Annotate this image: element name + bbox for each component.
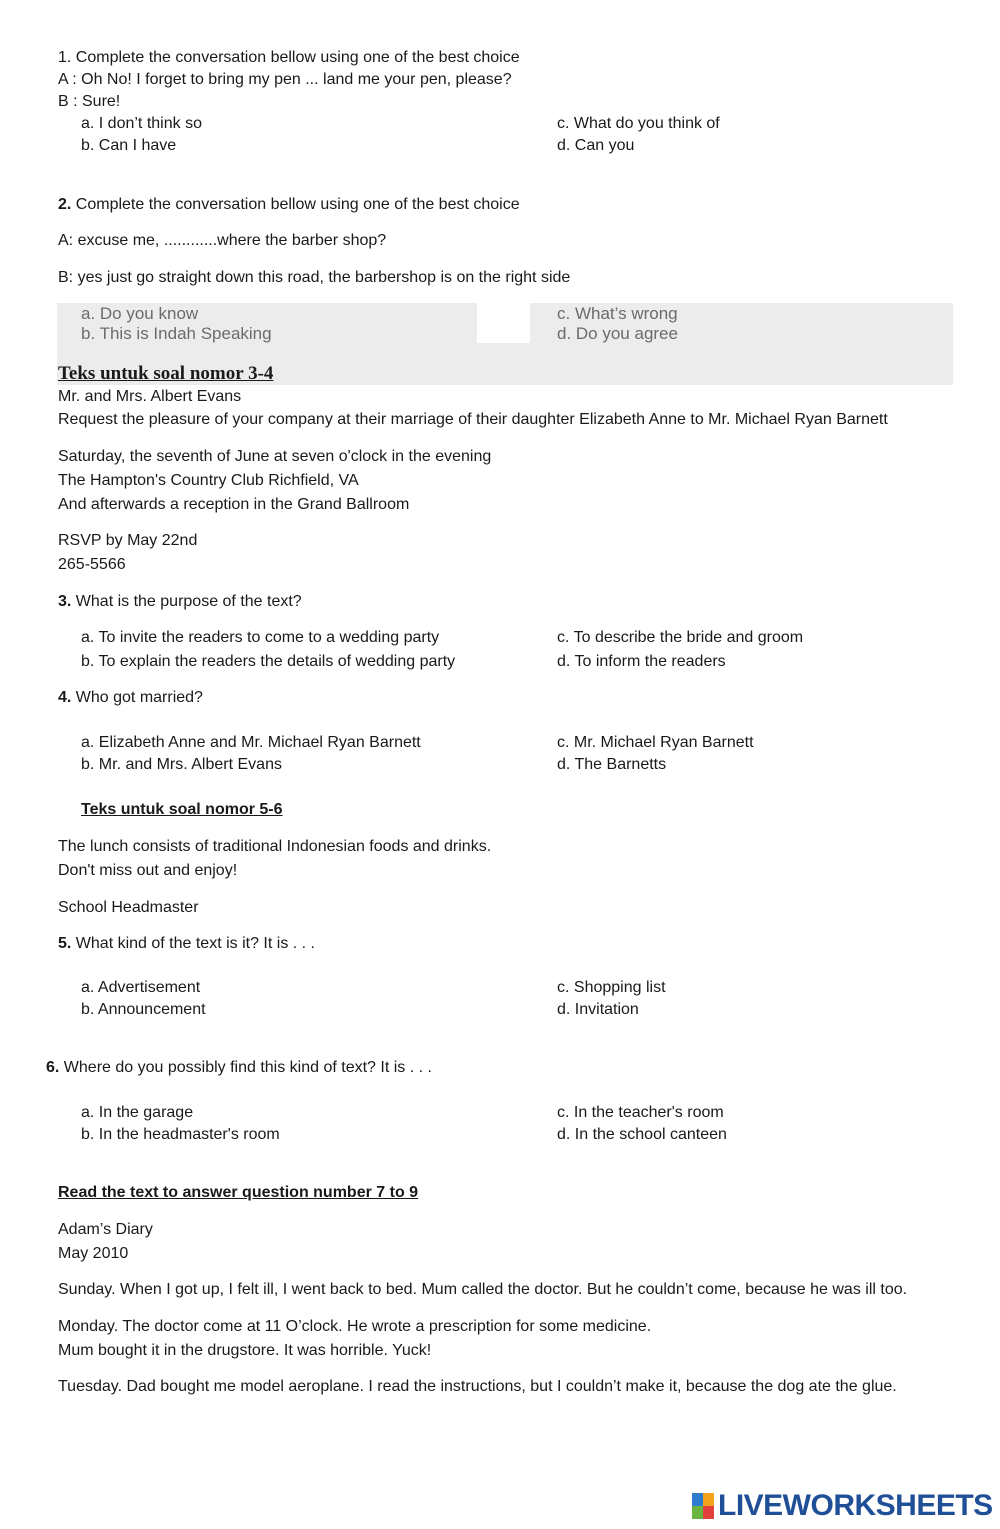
q3-option-b[interactable]: b. To explain the readers the details of wedding party xyxy=(81,653,456,670)
q3-prompt xyxy=(58,592,302,612)
q5-option-c[interactable]: c. Shopping list xyxy=(557,979,666,996)
q5-prompt xyxy=(58,934,315,954)
q2-option-d[interactable]: d. Do you agree xyxy=(557,324,678,343)
q1-option-d[interactable]: d. Can you xyxy=(557,137,635,154)
q2-line-b: B: yes just go straight down this road, the barbershop is on the right side xyxy=(58,269,571,286)
q1-option-b[interactable]: b. Can I have xyxy=(81,137,177,154)
logo-icon-tile xyxy=(703,1493,714,1506)
q6-option-b[interactable]: b. In the headmaster's room xyxy=(81,1126,280,1143)
q2-line-a: A: excuse me, ............where the barber shop? xyxy=(58,232,387,249)
q4-option-d[interactable]: d. The Barnetts xyxy=(557,756,667,773)
q2-prompt xyxy=(58,195,520,215)
text-5-6-heading: Teks untuk soal nomor 5-6 xyxy=(81,801,283,818)
q5-option-d[interactable]: d. Invitation xyxy=(557,1001,639,1018)
text-7-9-line: Adam’s Diary xyxy=(58,1221,153,1238)
text-7-9-line: Mum bought it in the drugstore. It was horrible. Yuck! xyxy=(58,1342,432,1359)
q4-number: 4. xyxy=(58,689,72,706)
q2-options-gap xyxy=(477,303,530,343)
text-3-4-line: 265-5566 xyxy=(58,556,126,573)
q4-option-b[interactable]: b. Mr. and Mrs. Albert Evans xyxy=(81,756,282,773)
text-5-6-line: School Headmaster xyxy=(58,899,199,916)
q5-option-b[interactable]: b. Announcement xyxy=(81,1001,206,1018)
text-7-9-line: May 2010 xyxy=(58,1245,129,1262)
q1-prompt: 1. Complete the conversation bellow using one of the best choice xyxy=(58,49,520,66)
text-3-4-line: And afterwards a reception in the Grand Ballroom xyxy=(58,496,410,513)
q4-prompt xyxy=(58,688,203,708)
liveworksheets-logo-icon xyxy=(692,1493,714,1519)
q4-prompt-text: Who got married? xyxy=(71,689,203,706)
text-3-4-line: Request the pleasure of your company at their marriage of their daughter Elizabeth Anne to Mr. Michael Ryan Barnett xyxy=(58,411,888,428)
text-7-9-line: Sunday. When I got up, I felt ill, I went back to bed. Mum called the doctor. But he couldn’t come, because he was ill too. xyxy=(58,1281,908,1298)
q5-option-a[interactable]: a. Advertisement xyxy=(81,979,201,996)
liveworksheets-logo[interactable] xyxy=(692,1489,993,1523)
logo-icon-tile xyxy=(692,1493,703,1506)
logo-icon-tile xyxy=(692,1506,703,1519)
q5-number: 5. xyxy=(58,935,72,952)
q3-prompt-text: What is the purpose of the text? xyxy=(71,593,302,610)
text-3-4-heading: Teks untuk soal nomor 3-4 xyxy=(58,363,274,384)
text-3-4-line: RSVP by May 22nd xyxy=(58,532,198,549)
q1-option-a[interactable]: a. I don’t think so xyxy=(81,115,202,132)
text-5-6-line: The lunch consists of traditional Indonesian foods and drinks. xyxy=(58,838,492,855)
q6-option-d[interactable]: d. In the school canteen xyxy=(557,1126,727,1143)
logo-wordmark: LIVEWORKSHEETS xyxy=(718,1489,993,1522)
logo-icon-tile xyxy=(703,1506,714,1519)
q2-number: 2. xyxy=(58,196,72,213)
text-7-9-line: Monday. The doctor come at 11 O’clock. He wrote a prescription for some medicine. xyxy=(58,1318,652,1335)
q6-option-a[interactable]: a. In the garage xyxy=(81,1104,194,1121)
text-7-9-heading: Read the text to answer question number 7 to 9 xyxy=(58,1184,419,1201)
text-3-4-line: The Hampton's Country Club Richfield, VA xyxy=(58,472,359,489)
q3-option-c[interactable]: c. To describe the bride and groom xyxy=(557,629,804,646)
q2-prompt-text: Complete the conversation bellow using one of the best choice xyxy=(71,196,520,213)
q6-number: 6. xyxy=(46,1059,60,1076)
text-7-9-line: Tuesday. Dad bought me model aeroplane. I read the instructions, but I couldn’t make it, because the dog ate the glue. xyxy=(58,1378,897,1395)
q4-option-c[interactable]: c. Mr. Michael Ryan Barnett xyxy=(557,734,754,751)
q1-line-a: A : Oh No! I forget to bring my pen ... land me your pen, please? xyxy=(58,71,512,88)
q6-prompt-text: Where do you possibly find this kind of text? It is . . . xyxy=(59,1059,432,1076)
q1-line-b: B : Sure! xyxy=(58,93,121,110)
q3-option-a[interactable]: a. To invite the readers to come to a wedding party xyxy=(81,629,440,646)
q6-prompt xyxy=(46,1058,432,1078)
text-3-4-line: Saturday, the seventh of June at seven o'clock in the evening xyxy=(58,448,492,465)
q3-number: 3. xyxy=(58,593,72,610)
q6-option-c[interactable]: c. In the teacher's room xyxy=(557,1104,724,1121)
q2-option-b[interactable]: b. This is Indah Speaking xyxy=(81,324,272,343)
text-3-4-line: Mr. and Mrs. Albert Evans xyxy=(58,388,242,405)
text-5-6-line: Don't miss out and enjoy! xyxy=(58,862,238,879)
q4-option-a[interactable]: a. Elizabeth Anne and Mr. Michael Ryan Barnett xyxy=(81,734,421,751)
q2-option-a[interactable]: a. Do you know xyxy=(81,304,199,323)
q2-option-c[interactable]: c. What’s wrong xyxy=(557,304,678,323)
q1-option-c[interactable]: c. What do you think of xyxy=(557,115,720,132)
q3-option-d[interactable]: d. To inform the readers xyxy=(557,653,726,670)
q5-prompt-text: What kind of the text is it? It is . . . xyxy=(71,935,315,952)
